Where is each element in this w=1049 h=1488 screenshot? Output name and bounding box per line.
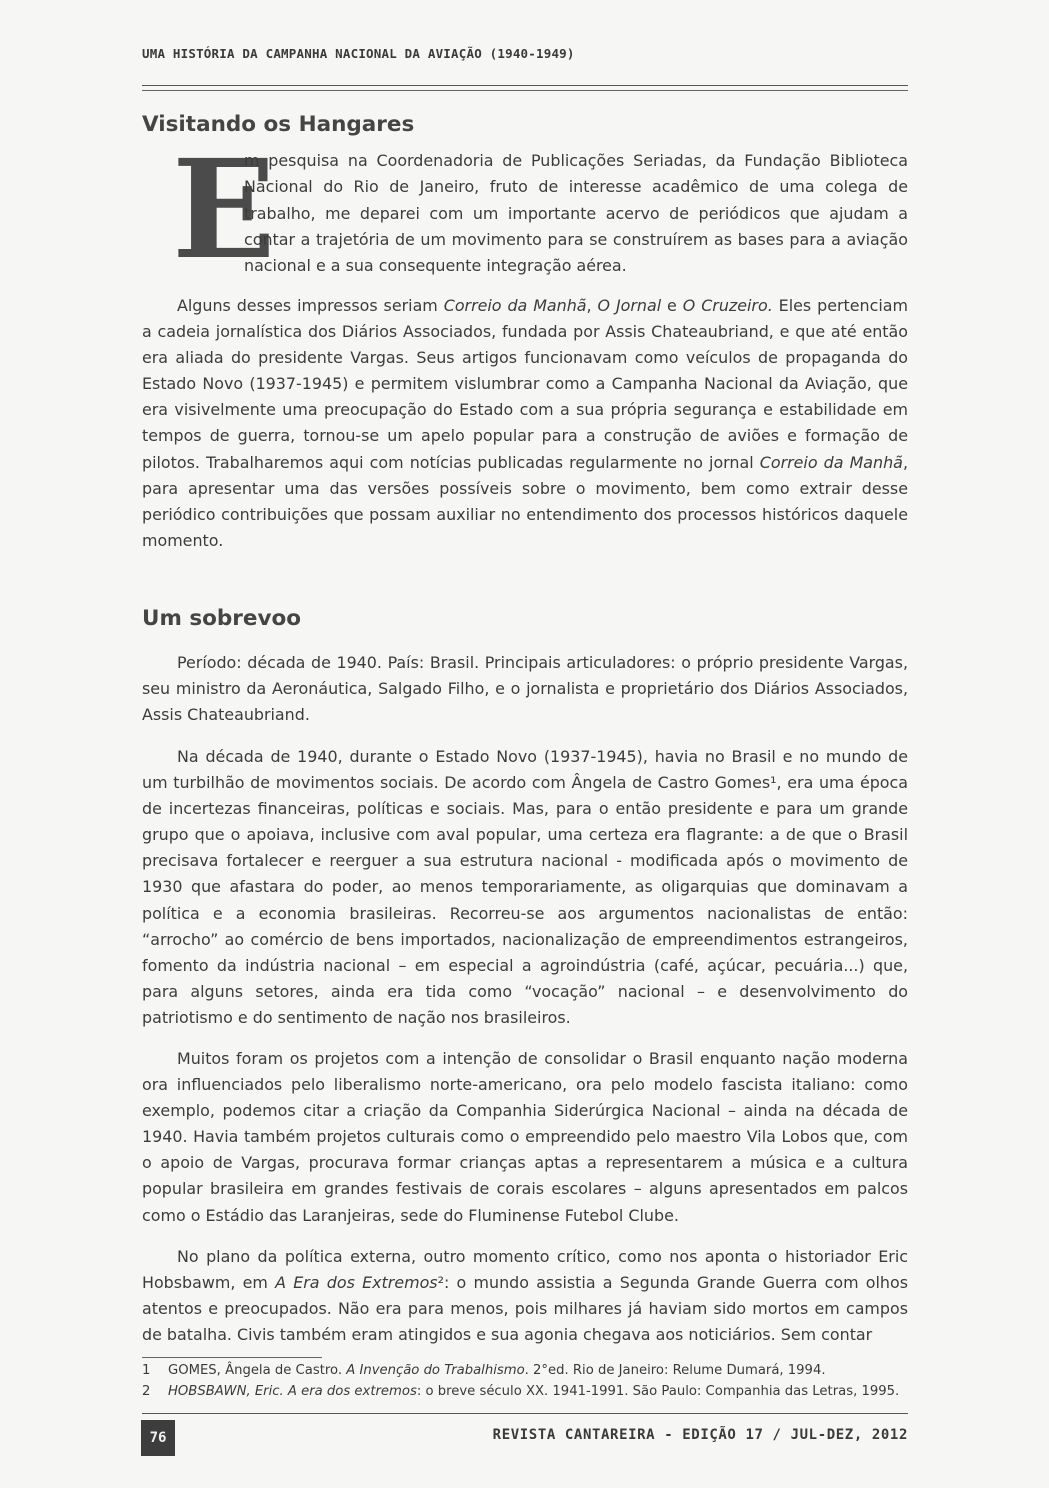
text-run: e (661, 296, 683, 315)
footnote (142, 1384, 922, 1399)
footnote-number: 2 (142, 1384, 151, 1399)
newspaper-title: O Cruzeiro. (682, 296, 773, 315)
text-run: Alguns desses impressos seriam (177, 296, 444, 315)
header-divider (142, 85, 908, 86)
intro-paragraph: m pesquisa na Coordenadoria de Publicações Seriadas, da Fundação Biblioteca Nacional do Rio de Janeiro, fruto de interesse acadêmico de uma colega de trabalho, me deparei com um importante acervo de periódicos que ajudam a contar a trajetória de um movimento para se construírem as bases para a aviação nacional e a sua consequente integração aérea. (244, 151, 908, 276)
newspaper-title: Correio da Manhã (443, 296, 587, 315)
newspaper-title: O Jornal (597, 296, 662, 315)
body-paragraph (142, 1244, 908, 1348)
drop-cap: E (172, 130, 276, 290)
footnote (142, 1363, 922, 1378)
newspaper-title: Correio da Manhã (759, 452, 903, 472)
body-paragraph (142, 293, 908, 554)
text-run: ²: o mundo assistia a Segunda Grande Guerra com olhos atentos e preocupados. Não era para menos, pois milhares já haviam sido mortos em campos de batalha. Civis também eram atingidos e sua agonia chegava aos noticiários. Sem contar (142, 1273, 909, 1345)
body-paragraph: Muitos foram os projetos com a intenção de consolidar o Brasil enquanto nação moderna ora influenciados pelo liberalismo norte-americano, ora pelo modelo fascista italiano: como exemplo, podemos citar a criação da Companhia Siderúrgica Nacional – ainda na década de 1940. Havia também projetos culturais como o empreendido pelo maestro Vila Lobos que, com o apoio de Vargas, procurava formar crianças aptas a representarem a música e a cultura popular brasileira em grandes festivais de corais escolares – alguns apresentados em palcos como o Estádio das Laranjeiras, sede do Fluminense Futebol Clube. (142, 1049, 908, 1225)
body-paragraph: Período: década de 1940. País: Brasil. Principais articuladores: o próprio presidente Vargas, seu ministro da Aeronáutica, Salgado Filho, e o jornalista e proprietário dos Diários Associados, Assis Chateaubriand. (142, 653, 908, 725)
book-title: A Era dos Extremos (275, 1273, 438, 1293)
header-divider-secondary (142, 90, 908, 91)
page-number: 76 (141, 1420, 175, 1456)
text-run: , (586, 296, 598, 315)
book-title: HOBSBAWN, Eric. A era dos extremos (168, 1384, 417, 1399)
section-title-visitando: Visitando os Hangares (142, 112, 415, 137)
text-run: Eles pertenciam a cadeia jornalística dos Diários Associados, fundada por Assis Chateaubriand, e que até então era aliada do presidente Vargas. Seus artigos funcionavam como veículos de propaganda do Estado Novo (1937-1945) e permitem vislumbrar como a Campanha Nacional da Aviação, que era visivelmente uma preocupação do Estado com a sua própria segurança e estabilidade em tempos de guerra, tornou-se um apelo popular para a construção de aviões e formação de pilotos. Trabalharemos aqui com notícias publicadas regularmente no jornal (142, 296, 908, 472)
section-title-sobrevoo: Um sobrevoo (142, 606, 302, 631)
footer-divider (142, 1413, 908, 1414)
text-run: . 2°ed. Rio de Janeiro: Relume Dumará, 1994. (524, 1363, 826, 1378)
journal-footer: REVISTA CANTAREIRA - EDIÇÃO 17 / JUL-DEZ, 2012 (492, 1427, 908, 1443)
footnote-divider (142, 1357, 322, 1358)
text-run: , para apresentar uma das versões possíveis sobre o movimento, bem como extrair desse periódico contribuições que possam auxiliar no entendimento dos processos históricos daquele momento. (142, 452, 908, 550)
text-run: No plano da política externa, outro momento crítico, como nos aponta o historiador Eric Hobsbawm, em (142, 1247, 908, 1293)
body-paragraph: Na década de 1940, durante o Estado Novo (1937-1945), havia no Brasil e no mundo de um turbilhão de movimentos sociais. De acordo com Ângela de Castro Gomes¹, era uma época de incertezas financeiras, políticas e sociais. Mas, para o então presidente e para um grande grupo que o apoiava, inclusive com aval popular, uma certeza era flagrante: a de que o Brasil precisava fortalecer e reerguer a sua estrutura nacional - modificada após o movimento de 1930 que afastara do poder, ao menos temporariamente, as oligarquias que dominavam a política e a economia brasileiras. Recorreu-se aos argumentos nacionalistas de então: “arrocho” ao comércio de bens importados, nacionalização de empreendimentos estrangeiros, fomento da indústria nacional – em especial a agroindústria (café, açúcar, pecuária...) que, para alguns setores, ainda era tida como “vocação” nacional – e desenvolvimento do patriotismo e do sentimento de nação nos brasileiros. (142, 747, 908, 1027)
book-title: A Invenção do Trabalhismo (346, 1363, 525, 1378)
running-header: UMA HISTÓRIA DA CAMPANHA NACIONAL DA AVIAÇÃO (1940-1949) (142, 46, 575, 61)
footnote-number: 1 (142, 1363, 151, 1378)
text-run: : o breve século XX. 1941-1991. São Paulo: Companhia das Letras, 1995. (416, 1384, 900, 1399)
text-run: GOMES, Ângela de Castro. (168, 1363, 347, 1378)
